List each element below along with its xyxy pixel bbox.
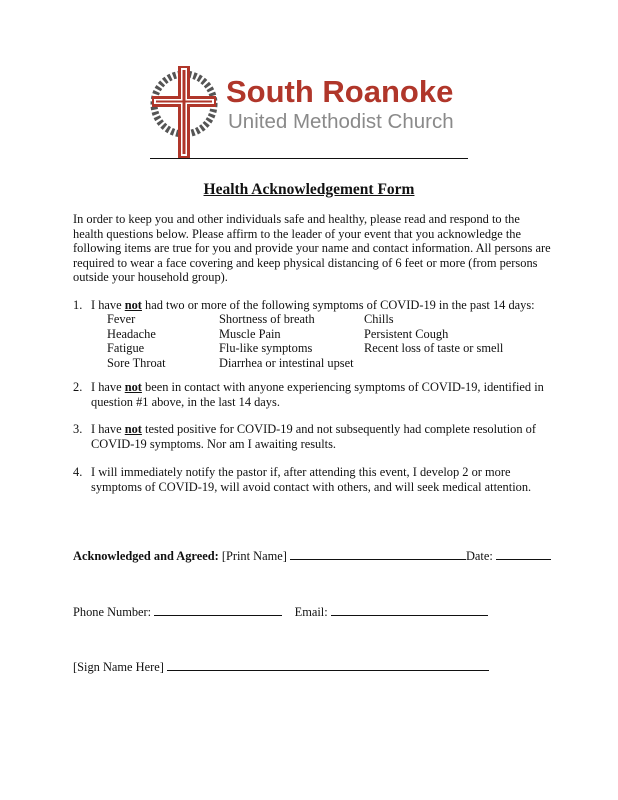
symptom: Diarrhea or intestinal upset xyxy=(219,355,354,370)
list-item-1 xyxy=(73,298,553,313)
item-number: 2. xyxy=(73,380,83,394)
intro-paragraph: In order to keep you and other individuals safe and healthy, please read and respond to the health questions below. Please affirm to the leader of your event that you acknowledge the following items are true for you and provide your name and contact information. All persons are required to wear a face covering and keep physical distancing of 6 feet or more (from persons outside your household group). xyxy=(73,212,551,284)
item-text: I have not been in contact with anyone experiencing symptoms of COVID-19, identified in question #1 above, in the last 14 days. xyxy=(91,380,544,409)
sign-label: [Sign Name Here] xyxy=(73,660,164,674)
email-label: Email: xyxy=(294,605,328,619)
phone-label: Phone Number: xyxy=(73,605,152,619)
item-text: I have not tested positive for COVID-19 and not subsequently had complete resolution of COVID-19 symptoms. Nor am I awaiting results. xyxy=(91,422,536,451)
symptom: Shortness of breath xyxy=(219,312,315,326)
symptom: Fever xyxy=(107,312,136,326)
symptom: Fatigue xyxy=(107,341,145,355)
symptom: Chills xyxy=(364,312,394,326)
ack-label: Acknowledged and Agreed: xyxy=(73,549,219,563)
cross-circle-logo-icon xyxy=(148,66,220,158)
item-number: 3. xyxy=(73,422,83,436)
item-number: 1. xyxy=(73,298,83,312)
symptom: Muscle Pain xyxy=(219,326,281,341)
header-divider xyxy=(150,158,468,159)
phone-field[interactable] xyxy=(154,604,282,616)
org-name-bottom: United Methodist Church xyxy=(228,110,454,133)
list-item-3 xyxy=(73,422,553,451)
form-title: Health Acknowledgement Form xyxy=(203,181,415,198)
email-field[interactable] xyxy=(331,604,488,616)
symptom: Recent loss of taste or smell xyxy=(364,341,504,355)
item-number: 4. xyxy=(73,465,83,479)
signature-field[interactable] xyxy=(167,659,489,671)
list-item-4 xyxy=(73,465,553,494)
item-text: I will immediately notify the pastor if, after attending this event, I develop 2 or more symptoms of COVID-19, will avoid contact with others, and will seek medical attention. xyxy=(91,465,532,494)
symptom: Sore Throat xyxy=(107,355,166,370)
signature-row xyxy=(73,659,489,675)
contact-row xyxy=(73,604,488,620)
acknowledge-row xyxy=(73,548,551,564)
symptom: Persistent Cough xyxy=(364,326,449,341)
org-name-top: South Roanoke xyxy=(226,74,454,109)
date-field[interactable] xyxy=(496,548,551,560)
item-text: I have not had two or more of the following symptoms of COVID-19 in the past 14 days: xyxy=(91,298,535,312)
date-label: Date: xyxy=(465,549,493,563)
print-name-field[interactable] xyxy=(290,548,466,560)
symptom: Flu-like symptoms xyxy=(219,341,313,355)
list-item-2 xyxy=(73,380,553,409)
symptom: Headache xyxy=(107,326,156,341)
print-name-label: [Print Name] xyxy=(221,549,287,563)
